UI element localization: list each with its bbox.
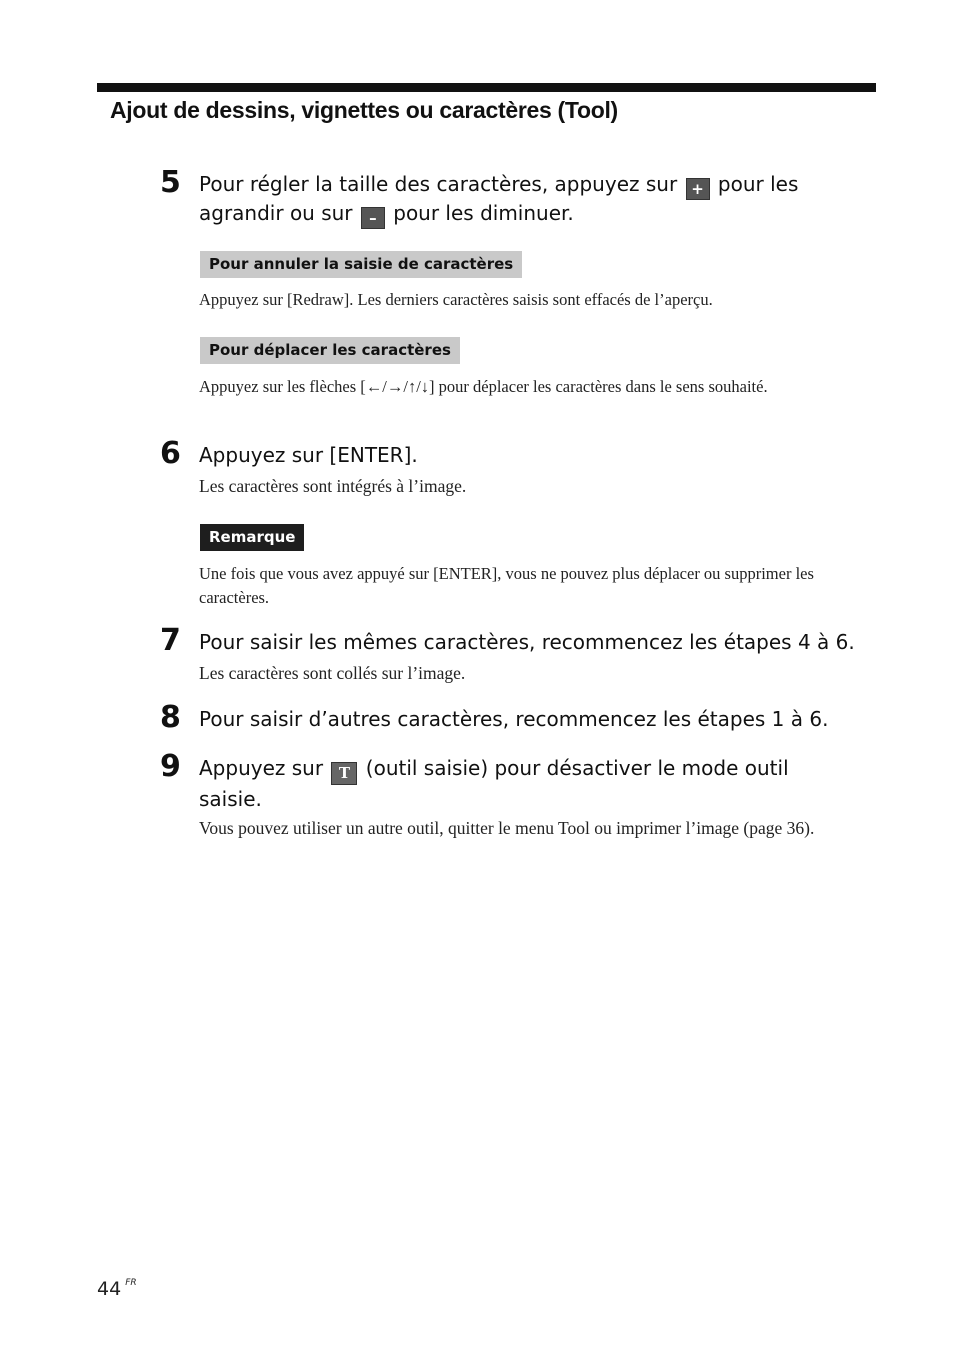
step-6-detail: Les caractères sont intégrés à l’image. bbox=[199, 476, 467, 496]
step-5-text-c: pour les diminuer. bbox=[386, 201, 574, 225]
step-9-number: 9 bbox=[160, 749, 181, 784]
top-rule bbox=[97, 83, 876, 92]
step-9-instruction bbox=[199, 754, 839, 814]
step-6-number: 6 bbox=[160, 436, 181, 471]
minus-key-icon: – bbox=[361, 207, 385, 229]
step-7-number: 7 bbox=[160, 623, 181, 658]
step-5-text-a: Pour régler la taille des caractères, appuyez sur bbox=[199, 172, 684, 196]
cancel-section-heading: Pour annuler la saisie de caractères bbox=[200, 251, 522, 278]
step-7-detail: Les caractères sont collés sur l’image. bbox=[199, 663, 466, 683]
page-number: 44 bbox=[97, 1278, 122, 1300]
step-9-detail: Vous pouvez utiliser un autre outil, quitter le menu Tool ou imprimer l’image (page 36). bbox=[199, 818, 815, 838]
step-5-number: 5 bbox=[160, 165, 181, 200]
step-5-instruction bbox=[199, 171, 879, 229]
move-section-heading: Pour déplacer les caractères bbox=[200, 337, 460, 364]
page-title: Ajout de dessins, vignettes ou caractères (Tool) bbox=[110, 97, 618, 123]
step-8-number: 8 bbox=[160, 700, 181, 735]
note-text: Une fois que vous avez appuyé sur [ENTER], vous ne pouvez plus déplacer ou supprimer les caractères. bbox=[199, 564, 814, 607]
step-9-text-b: (outil saisie) pour désactiver le mode outil saisie. bbox=[199, 756, 789, 811]
step-8-instruction: Pour saisir d’autres caractères, recommencez les étapes 1 à 6. bbox=[199, 707, 829, 731]
step-7-instruction: Pour saisir les mêmes caractères, recommencez les étapes 4 à 6. bbox=[199, 630, 855, 654]
page-footer bbox=[97, 1278, 137, 1300]
language-code: FR bbox=[125, 1278, 137, 1288]
plus-key-icon: + bbox=[686, 178, 710, 200]
step-9-text-a: Appuyez sur bbox=[199, 756, 330, 780]
text-tool-icon: T bbox=[331, 762, 357, 785]
step-6-instruction: Appuyez sur [ENTER]. bbox=[199, 443, 418, 467]
move-section-text: Appuyez sur les flèches [←/→/↑/↓] pour déplacer les caractères dans le sens souhaité. bbox=[199, 377, 768, 396]
step-5-text-b: pour les agrandir ou sur bbox=[199, 172, 799, 225]
cancel-section-text: Appuyez sur [Redraw]. Les derniers caractères saisis sont effacés de l’aperçu. bbox=[199, 290, 713, 309]
note-heading: Remarque bbox=[200, 524, 304, 551]
